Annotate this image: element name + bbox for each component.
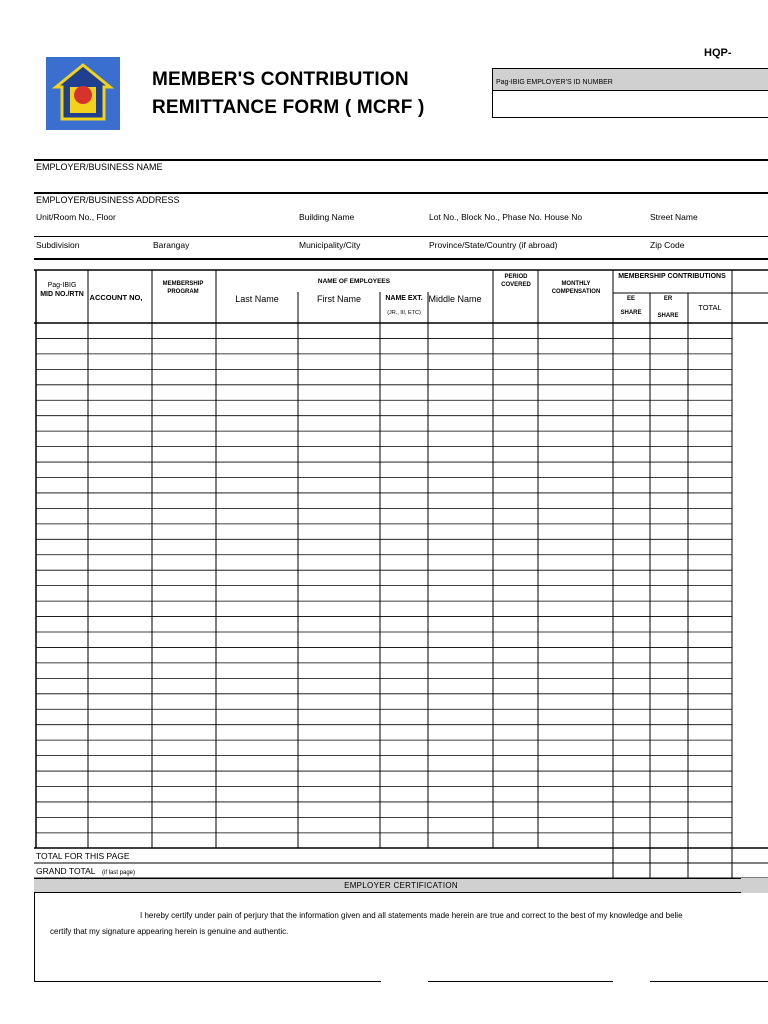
header-total: TOTAL [698,303,722,312]
header-last-name: Last Name [235,294,279,304]
grand-total-label: GRAND TOTAL [36,866,96,876]
subdivision-label: Subdivision [36,240,80,250]
table-grid [34,270,768,878]
employer-name-label: EMPLOYER/BUSINESS NAME [36,162,163,172]
signature-line-3 [650,981,768,982]
certification-header-tail [741,878,768,893]
header-name-ext: NAME EXT. [385,295,423,302]
form-title-line1: MEMBER'S CONTRIBUTION [152,69,409,90]
header-mid-line1: Pag-IBIG [47,282,77,289]
street-label: Street Name [650,212,698,222]
municipality-label: Municipality/City [299,240,361,250]
header-account: ACCOUNT NO, [89,293,143,302]
building-label: Building Name [299,212,355,222]
header-monthly-line2: COMPENSATION [551,289,601,295]
header-first-name: First Name [316,294,362,304]
employer-address-label: EMPLOYER/BUSINESS ADDRESS [36,195,180,205]
zip-label: Zip Code [650,240,685,250]
lot-label: Lot No., Block No., Phase No. House No [429,212,583,222]
employer-id-label: Pag-IBIG EMPLOYER'S ID NUMBER [493,69,768,91]
header-middle-name: Middle Name [428,294,482,304]
grand-total-note: (if last page) [102,870,136,876]
header-ee-line2: SHARE [620,310,642,316]
unit-label: Unit/Room No., Floor [36,212,116,222]
header-contrib-group: MEMBERSHIP CONTRIBUTIONS [618,273,726,280]
header-period-line2: COVERED [501,282,531,288]
header-mid-line2: MID NO./RTN [40,291,84,298]
header-program-line2: PROGRAM [167,289,199,295]
form-code: HQP- [704,47,732,59]
header-monthly-line1: MONTHLY [561,281,591,287]
certification-text-line2: certify that my signature appearing herein is genuine and authentic. [50,927,289,936]
header-name-group: NAME OF EMPLOYEES [317,278,391,285]
header-period-line1: PERIOD [504,274,528,280]
barangay-label: Barangay [153,240,190,250]
total-page-label: TOTAL FOR THIS PAGE [36,851,130,861]
certification-header: EMPLOYER CERTIFICATION [34,878,768,893]
header-er-line2: SHARE [657,313,679,319]
header-er-line1: ER [663,296,673,302]
header-name-ext-sub: (JR., III, ETC) [387,310,421,316]
signature-line-1 [34,981,381,982]
header-ee-line1: EE [626,296,636,302]
signature-line-2 [428,981,613,982]
form-title-line2: REMITTANCE FORM ( MCRF ) [152,97,425,118]
province-label: Province/State/Country (if abroad) [429,240,558,250]
certification-text-line1: I hereby certify under pain of perjury that the information given and all statements made herein are true and correct to the best of my knowledge and belie [140,911,683,920]
header-program-line1: MEMBERSHIP [162,281,204,287]
